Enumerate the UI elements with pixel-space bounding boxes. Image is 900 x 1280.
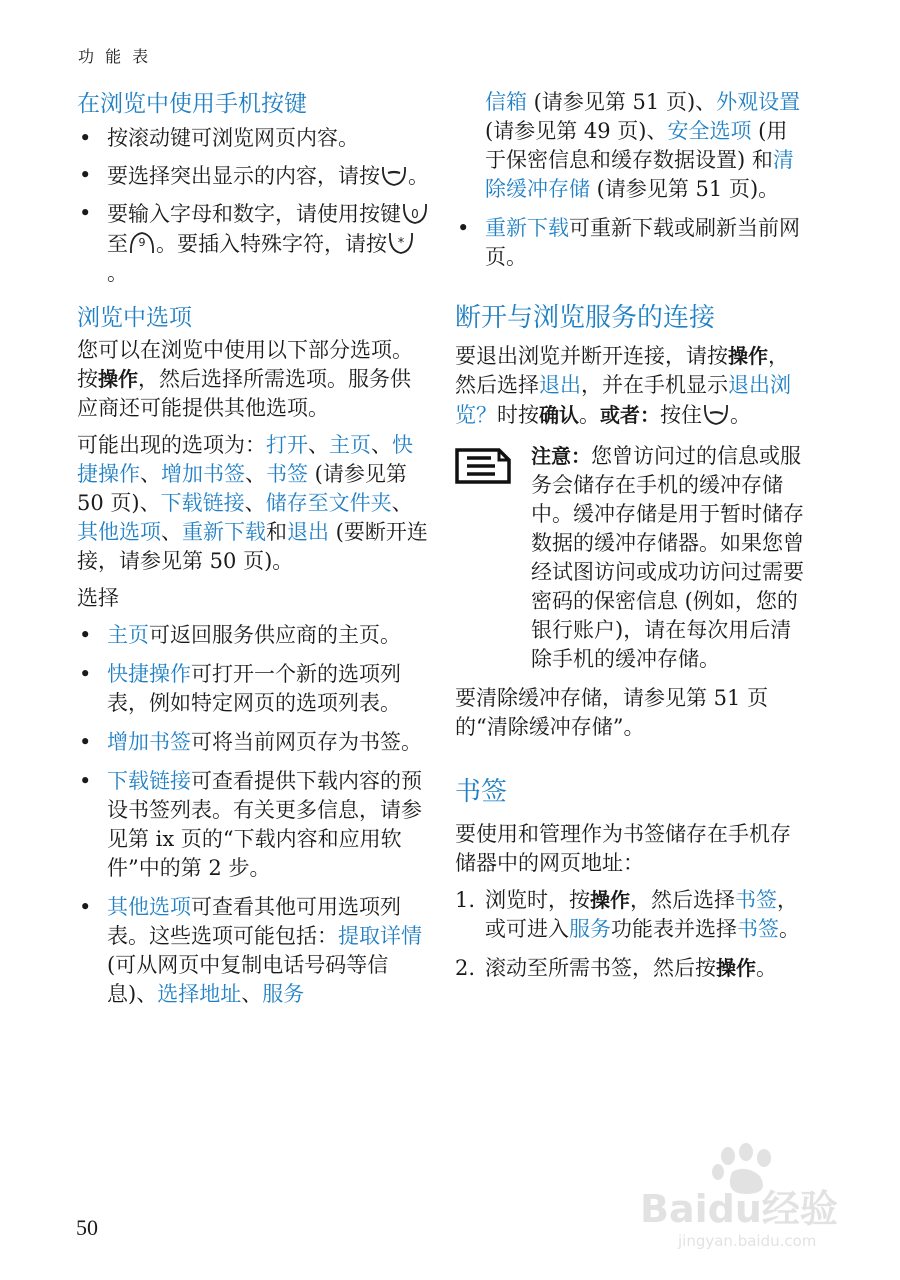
section-title-browse-keys: 在浏览中使用手机按键 xyxy=(77,91,307,117)
list-item: • 要选择突出显示的内容，请按 。 xyxy=(77,161,429,191)
link-exit[interactable]: 退出 xyxy=(539,373,581,397)
link-service-inbox[interactable]: 服务 xyxy=(262,982,305,1006)
link-open[interactable]: 打开 xyxy=(266,433,308,457)
options-list-continued xyxy=(455,88,807,272)
svg-text:0: 0 xyxy=(411,207,419,221)
section-title-bookmarks: 书签 xyxy=(455,777,508,807)
link-reload[interactable]: 重新下载 xyxy=(182,520,266,544)
paragraph: 要清除缓冲存储，请参见第 51 页的“清除缓冲存储”。 xyxy=(455,686,769,739)
svg-text:9: 9 xyxy=(138,236,146,249)
list-item: • 主页可返回服务供应商的主页。 xyxy=(77,621,429,650)
link-appearance[interactable]: 外观设置 xyxy=(716,90,801,114)
prompt-exit-browse: 退出浏览？ xyxy=(455,373,791,427)
paragraph: 您可以在浏览中使用以下部分选项。按操作，然后选择所需选项。服务供应商还可能提供其他选项。 xyxy=(77,338,413,420)
svg-text:*: * xyxy=(397,236,405,251)
note-box xyxy=(455,442,807,674)
select-key-icon xyxy=(380,161,408,189)
link-download-links[interactable]: 下载链接 xyxy=(107,769,191,793)
list-item: • 快捷操作可打开一个新的选项列表，例如特定网页的选项列表。 xyxy=(77,660,429,718)
list-item-continued: 信箱 (请参见第 51 页)、外观设置 (请参见第 49 页)、安全选项 (用于保密信息和缓存数据设置) 和清除缓冲存储 (请参见第 51 页)。 xyxy=(485,90,801,201)
link-service-inbox-cont[interactable]: 信箱 xyxy=(485,90,527,114)
link-extract-details[interactable]: 提取详情 xyxy=(338,924,422,948)
list-item: 2. 滚动至所需书签，然后按操作。 xyxy=(455,956,777,980)
list-item: • 增加书签可将当前网页存为书签。 xyxy=(77,728,429,757)
list-item: • 按滚动键可浏览网页内容。 xyxy=(77,124,429,153)
paragraph: 要使用和管理作为书签储存在手机存储器中的网页地址： xyxy=(455,822,791,875)
link-add-bookmark[interactable]: 增加书签 xyxy=(107,730,191,754)
running-header: 功 能 表 xyxy=(78,47,152,66)
link-save-to-folder[interactable]: 储存至文件夹 xyxy=(265,491,392,515)
end-key-icon xyxy=(702,400,730,428)
link-services[interactable]: 服务 xyxy=(569,917,611,941)
browse-keys-list xyxy=(77,124,429,288)
link-clear-cache[interactable]: 清除缓冲存储 xyxy=(485,148,794,201)
link-home[interactable]: 主页 xyxy=(329,433,371,457)
link-other-options[interactable]: 其他选项 xyxy=(107,895,191,919)
link-download-links[interactable]: 下载链接 xyxy=(160,491,245,515)
paragraph: 要退出浏览并断开连接，请按操作，然后选择退出，并在手机显示退出浏览？时按确认。或者：按住 。 xyxy=(455,344,791,427)
bookmark-steps xyxy=(455,886,807,983)
link-add-bookmark[interactable]: 增加书签 xyxy=(161,462,245,486)
key-0-icon xyxy=(401,199,429,227)
paragraph: 选择 xyxy=(77,586,119,610)
page-number: 50 xyxy=(76,1215,98,1240)
paragraph: 可能出现的选项为：打开、主页、快捷操作、增加书签、书签 (请参见第 50 页)、下载链接、储存至文件夹、其他选项、重新下载和退出 (要断开连接，请参见第 50 页)。 xyxy=(77,433,428,573)
link-security[interactable]: 安全选项 xyxy=(667,119,752,143)
list-item: • 要输入字母和数字，请使用按键 0 至 9 。要插入特殊字符，请按 * 。 xyxy=(77,199,429,288)
list-item: 1. 浏览时，按操作，然后选择书签，或可进入服务功能表并选择书签。 xyxy=(455,888,800,941)
link-bookmarks[interactable]: 书签 xyxy=(266,462,308,486)
link-exit[interactable]: 退出 xyxy=(287,520,329,544)
link-reload[interactable]: 重新下载 xyxy=(485,216,569,240)
list-item: • 下载链接可查看提供下载内容的预设书签列表。有关更多信息，请参见第 ix 页的“下载内容和应用软件”中的第 2 步。 xyxy=(77,767,429,883)
link-quick-actions[interactable]: 快捷操作 xyxy=(77,433,413,486)
svg-text:jingyan.baidu.com: jingyan.baidu.com xyxy=(678,1232,817,1250)
left-column xyxy=(77,86,429,1009)
link-select-address[interactable]: 选择地址 xyxy=(157,982,242,1006)
list-item: • 重新下载可重新下载或刷新当前网页。 xyxy=(455,214,807,272)
star-key-icon xyxy=(387,229,415,257)
note-icon xyxy=(455,448,511,484)
options-list xyxy=(77,621,429,1009)
link-home[interactable]: 主页 xyxy=(107,623,149,647)
key-9-icon xyxy=(128,229,156,257)
link-bookmarks[interactable]: 书签 xyxy=(737,917,779,941)
right-column xyxy=(455,88,807,983)
section-title-browse-options: 浏览中选项 xyxy=(77,305,192,331)
section-title-disconnect: 断开与浏览服务的连接 xyxy=(455,303,716,333)
baidu-watermark xyxy=(632,1142,862,1252)
link-quick-actions[interactable]: 快捷操作 xyxy=(107,662,191,686)
link-other-options[interactable]: 其他选项 xyxy=(77,520,161,544)
svg-text:Baidu经验: Baidu经验 xyxy=(640,1187,838,1231)
link-bookmarks[interactable]: 书签 xyxy=(735,888,777,912)
list-item: • 其他选项可查看其他可用选项列表。这些选项可能包括：提取详情 (可从网页中复制电话号码等信息)、选择地址、服务 xyxy=(77,893,429,1009)
note-text: 注意：您曾访问过的信息或服务会储存在手机的缓冲存储中。缓冲存储是用于暂时储存数据的缓冲存储器。如果您曾经试图访问或成功访问过需要密码的保密信息 (例如，您的银行账户)，请在每次用后清除手机的缓冲存储。 xyxy=(531,444,804,671)
